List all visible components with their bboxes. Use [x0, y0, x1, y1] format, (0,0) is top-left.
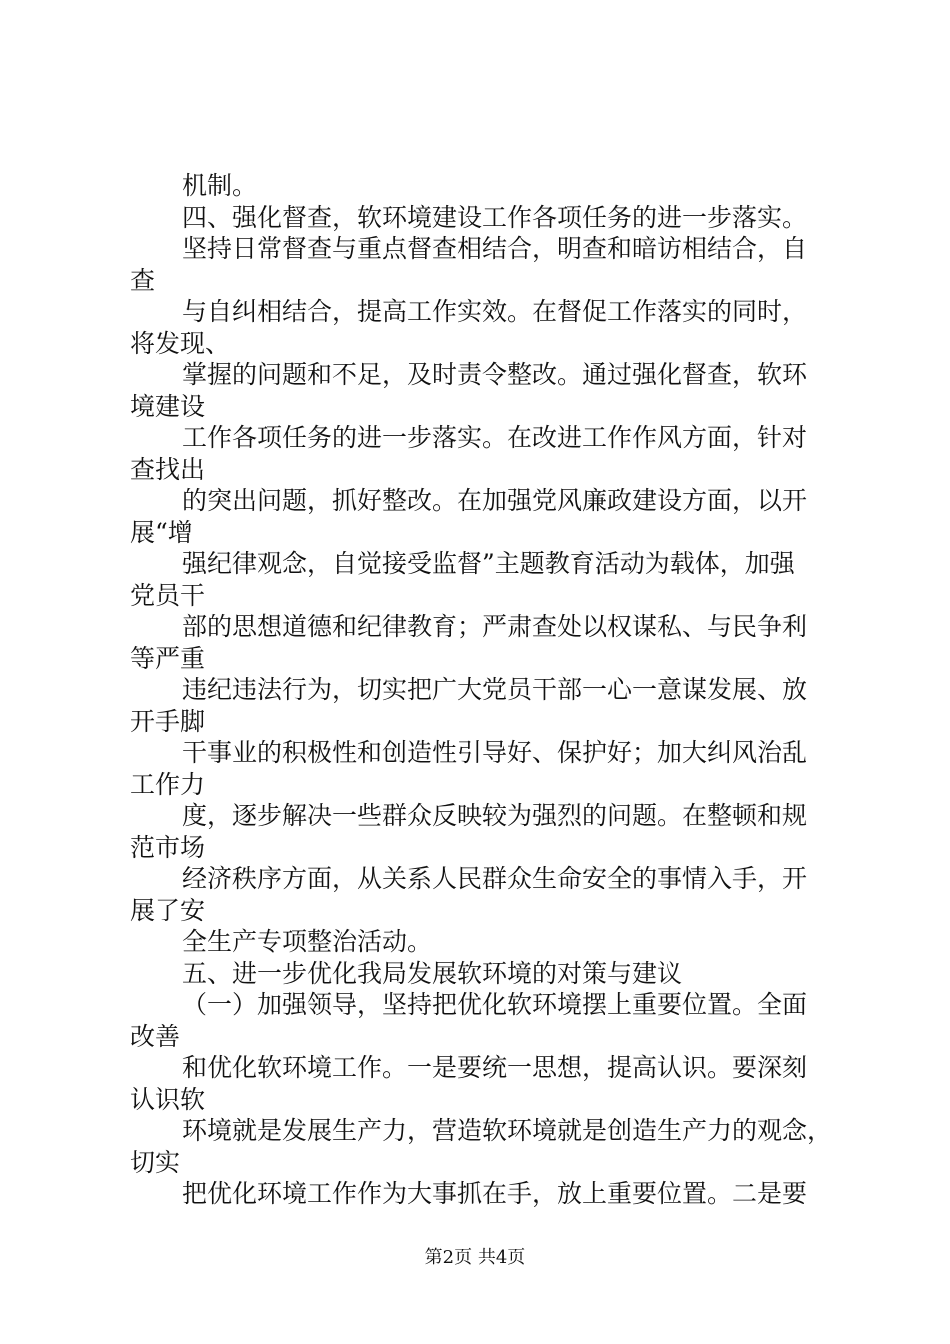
text-line: 经济秩序方面，从关系人民群众生命安全的事情入手，开 — [182, 864, 808, 893]
text-line: 强纪律观念，自觉接受监督”主题教育活动为载体，加强 — [182, 549, 795, 578]
page-footer: 第2页 共4页 — [424, 1247, 526, 1268]
text-line: 五、进一步优化我局发展软环境的对策与建议 — [182, 958, 683, 988]
text-line: 度，逐步解决一些群众反映较为强烈的问题。在整顿和规 — [182, 801, 808, 830]
text-line: 工作力 — [130, 769, 206, 799]
text-line: 展“增 — [130, 517, 193, 547]
text-line: 掌握的问题和不足，及时责令整改。通过强化督查，软环 — [182, 360, 808, 389]
document-body — [0, 170, 950, 1210]
text-line: 境建设 — [130, 391, 206, 421]
text-line: 等严重 — [130, 643, 206, 673]
text-line: 四、强化督查，软环境建设工作各项任务的进一步落实。 — [182, 202, 808, 232]
text-line: 认识软 — [130, 1084, 206, 1114]
text-line: 部的思想道德和纪律教育；严肃查处以权谋私、与民争利 — [182, 612, 808, 641]
text-line: 把优化环境工作作为大事抓在手，放上重要位置。二是要 — [182, 1179, 808, 1208]
text-line: 展了安 — [130, 895, 206, 925]
text-line: 查找出 — [130, 454, 206, 484]
text-line: 切实 — [130, 1147, 181, 1177]
text-line: 机制。 — [182, 171, 258, 200]
text-line: 全生产专项整治活动。 — [182, 927, 433, 956]
text-line: 环境就是发展生产力，营造软环境就是创造生产力的观念， — [182, 1116, 833, 1145]
text-line: 违纪违法行为，切实把广大党员干部一心一意谋发展、放 — [182, 675, 808, 704]
text-line: 党员干 — [130, 580, 206, 610]
text-line: 与自纠相结合，提高工作实效。在督促工作落实的同时， — [182, 297, 808, 326]
text-line: 开手脚 — [130, 706, 206, 736]
text-line: 范市场 — [130, 832, 206, 862]
text-line: 改善 — [130, 1021, 181, 1051]
text-line: 工作各项任务的进一步落实。在改进工作作风方面，针对 — [182, 423, 808, 452]
text-line: 和优化软环境工作。一是要统一思想，提高认识。要深刻 — [182, 1053, 808, 1082]
text-line: 查 — [130, 265, 156, 295]
text-line: 的突出问题，抓好整改。在加强党风廉政建设方面，以开 — [182, 486, 808, 515]
text-line: 干事业的积极性和创造性引导好、保护好；加大纠风治乱 — [182, 738, 808, 767]
text-line: 将发现、 — [130, 328, 231, 358]
text-line: （一）加强领导，坚持把优化软环境摆上重要位置。全面 — [182, 990, 808, 1019]
text-line: 坚持日常督查与重点督查相结合，明查和暗访相结合，自 — [182, 234, 808, 263]
